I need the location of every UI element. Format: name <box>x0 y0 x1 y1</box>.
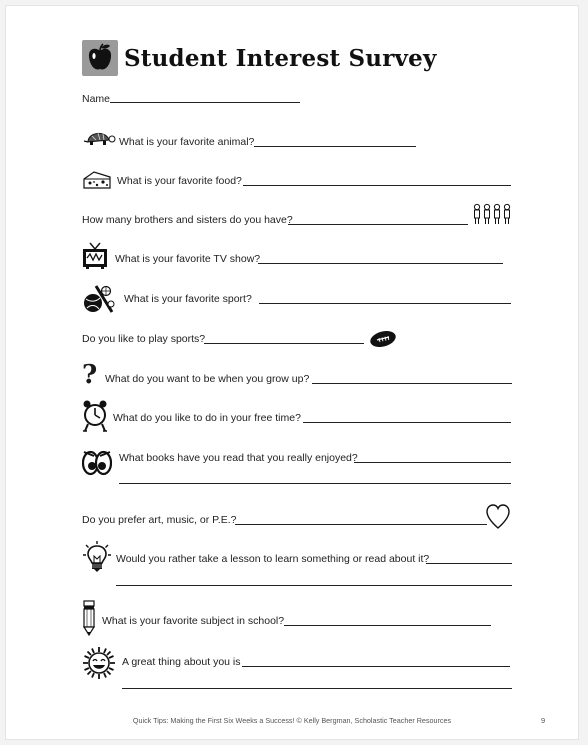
siblings-answer-line[interactable] <box>288 224 468 225</box>
apple-icon <box>82 40 118 76</box>
heart-icon <box>485 503 511 531</box>
eyes-icon <box>82 448 112 476</box>
family-icon <box>472 203 512 225</box>
great-thing-answer-line-2[interactable] <box>122 688 512 689</box>
free-time-answer-line[interactable] <box>303 422 511 423</box>
siblings-question: How many brothers and sisters do you have? <box>82 214 293 226</box>
animal-answer-line[interactable] <box>254 146 416 147</box>
art-music-pe-answer-line[interactable] <box>235 524 487 525</box>
page-title: Student Interest Survey <box>124 45 437 72</box>
lesson-answer-line-2[interactable] <box>116 585 512 586</box>
lesson-answer-line-1[interactable] <box>426 563 512 564</box>
tv-icon <box>82 242 108 270</box>
subject-answer-line[interactable] <box>284 625 491 626</box>
worksheet-page <box>6 6 578 739</box>
animal-question: What is your favorite animal? <box>119 136 255 148</box>
light-bulb-icon <box>82 540 112 574</box>
sports-equipment-icon <box>82 282 118 316</box>
art-music-pe-question: Do you prefer art, music, or P.E.? <box>82 514 237 526</box>
sport-answer-line[interactable] <box>259 303 511 304</box>
football-icon <box>368 329 398 349</box>
books-answer-line-2[interactable] <box>119 483 511 484</box>
grow-up-question: What do you want to be when you grow up? <box>105 373 310 385</box>
play-sports-question: Do you like to play sports? <box>82 333 206 345</box>
subject-question: What is your favorite subject in school? <box>102 615 285 627</box>
pencil-icon <box>82 600 96 636</box>
grow-up-answer-line[interactable] <box>312 383 512 384</box>
sport-question: What is your favorite sport? <box>124 293 252 305</box>
play-sports-answer-line[interactable] <box>204 343 364 344</box>
name-field[interactable] <box>110 102 300 103</box>
title-icon-box <box>82 40 118 76</box>
great-thing-prompt: A great thing about you is <box>122 656 241 668</box>
name-label: Name <box>82 93 111 105</box>
food-question: What is your favorite food? <box>117 175 242 187</box>
books-answer-line-1[interactable] <box>354 462 511 463</box>
page-number: 9 <box>541 716 546 725</box>
question-mark-icon: ? <box>82 360 98 390</box>
alarm-clock-icon <box>82 399 108 433</box>
tv-answer-line[interactable] <box>258 263 503 264</box>
cheese-icon <box>82 169 112 191</box>
sun-face-icon <box>82 646 116 680</box>
food-answer-line[interactable] <box>243 185 511 186</box>
tv-question: What is your favorite TV show? <box>115 253 261 265</box>
footer-credit: Quick Tips: Making the First Six Weeks a Success! © Kelly Bergman, Scholastic Teacher Resources <box>132 716 452 725</box>
turtle-icon <box>82 126 116 148</box>
free-time-question: What do you like to do in your free time? <box>113 412 301 424</box>
lesson-question: Would you rather take a lesson to learn something or read about it? <box>116 553 430 565</box>
books-question: What books have you read that you really enjoyed? <box>119 452 358 464</box>
great-thing-answer-line-1[interactable] <box>242 666 510 667</box>
